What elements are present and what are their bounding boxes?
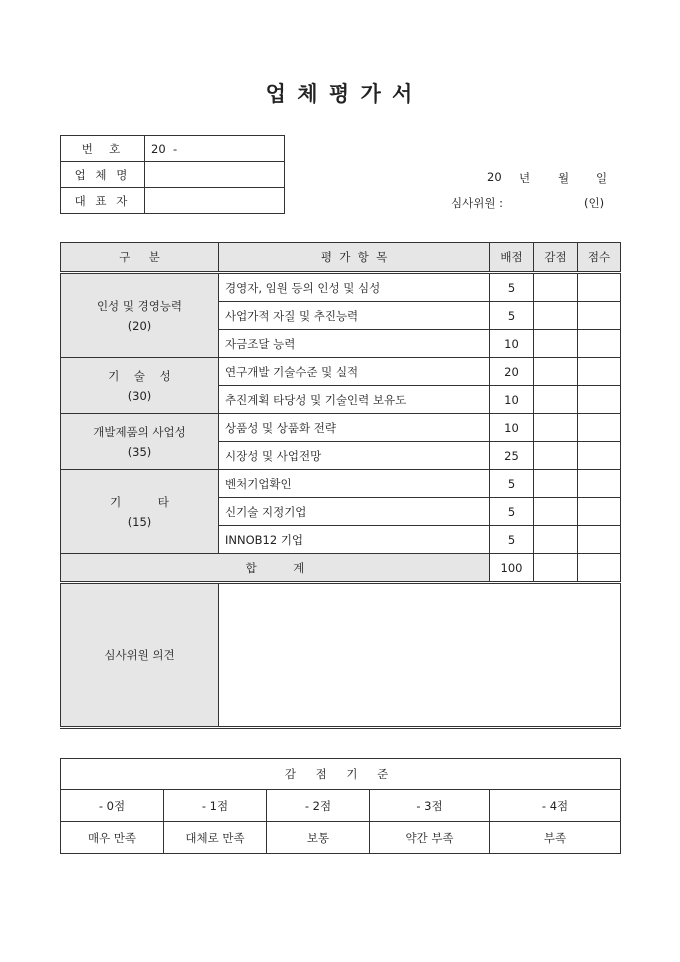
score-cell[interactable]	[578, 330, 621, 358]
deduction-cell[interactable]	[534, 498, 578, 526]
category-cell	[61, 358, 219, 414]
item-weight: 5	[490, 498, 534, 526]
header-deduction: 감점	[534, 243, 578, 273]
score-cell[interactable]	[578, 470, 621, 498]
criteria-desc: 매우 만족	[61, 822, 164, 854]
item-label: 연구개발 기술수준 및 실적	[219, 358, 490, 386]
item-weight: 5	[490, 470, 534, 498]
category-points: (30)	[127, 388, 152, 403]
category-points: (15)	[127, 514, 152, 529]
score-cell[interactable]	[578, 358, 621, 386]
info-table	[60, 135, 285, 214]
date-year: 년	[519, 171, 531, 185]
total-score-cell[interactable]	[578, 554, 621, 583]
opinion-field[interactable]	[219, 583, 621, 728]
deduction-cell[interactable]	[534, 386, 578, 414]
date-year-prefix: 20	[487, 170, 502, 184]
score-cell[interactable]	[578, 414, 621, 442]
deduction-cell[interactable]	[534, 330, 578, 358]
item-label: 시장성 및 사업전망	[219, 442, 490, 470]
total-weight: 100	[490, 554, 534, 583]
item-weight: 5	[490, 273, 534, 302]
ceo-field[interactable]	[145, 188, 285, 214]
score-cell[interactable]	[578, 498, 621, 526]
category-name: 인성 및 경영능력	[96, 298, 183, 313]
item-weight: 10	[490, 330, 534, 358]
deduction-cell[interactable]	[534, 442, 578, 470]
score-cell[interactable]	[578, 273, 621, 302]
criteria-deduct: - 0점	[61, 790, 164, 822]
total-deduction-cell[interactable]	[534, 554, 578, 583]
category-name: 기 술 성	[108, 368, 171, 383]
company-field[interactable]	[145, 162, 285, 188]
item-label: 추진계획 타당성 및 기술인력 보유도	[219, 386, 490, 414]
company-label: 업 체 명	[61, 162, 145, 188]
category-points: (35)	[127, 444, 152, 459]
category-cell	[61, 273, 219, 358]
number-field[interactable]: 20 -	[145, 136, 285, 162]
item-weight: 10	[490, 414, 534, 442]
criteria-desc: 대체로 만족	[164, 822, 267, 854]
item-label: 자금조달 능력	[219, 330, 490, 358]
deduction-cell[interactable]	[534, 414, 578, 442]
evaluation-table	[60, 242, 621, 729]
deduction-cell[interactable]	[534, 470, 578, 498]
opinion-label: 심사위원 의견	[61, 583, 219, 728]
category-name: 개발제품의 사업성	[93, 424, 186, 439]
header-item: 평 가 항 목	[219, 243, 490, 273]
criteria-deduct: - 4점	[490, 790, 621, 822]
criteria-deduct: - 2점	[267, 790, 370, 822]
header-category: 구 분	[61, 243, 219, 273]
date-day: 일	[596, 171, 608, 185]
criteria-deduct: - 1점	[164, 790, 267, 822]
category-cell	[61, 414, 219, 470]
category-name: 기 타	[110, 494, 169, 509]
criteria-desc: 부족	[490, 822, 621, 854]
header-weight: 배점	[490, 243, 534, 273]
category-cell	[61, 470, 219, 554]
criteria-title: 감 점 기 준	[61, 759, 621, 790]
reviewer-label: 심사위원 :	[451, 196, 503, 210]
criteria-deduct: - 3점	[370, 790, 490, 822]
ceo-label: 대 표 자	[61, 188, 145, 214]
item-label: 경영자, 임원 등의 인성 및 심성	[219, 273, 490, 302]
deduction-cell[interactable]	[534, 302, 578, 330]
item-label: 사업가적 자질 및 추진능력	[219, 302, 490, 330]
criteria-desc: 보통	[267, 822, 370, 854]
item-label: 상품성 및 상품화 전략	[219, 414, 490, 442]
category-points: (20)	[127, 318, 152, 333]
item-label: INNOB12 기업	[219, 526, 490, 554]
item-weight: 20	[490, 358, 534, 386]
reviewer-seal: (인)	[584, 196, 605, 210]
item-weight: 5	[490, 526, 534, 554]
deduction-cell[interactable]	[534, 273, 578, 302]
deduction-cell[interactable]	[534, 526, 578, 554]
score-cell[interactable]	[578, 442, 621, 470]
total-label: 합 계	[61, 554, 490, 583]
header-score: 점수	[578, 243, 621, 273]
score-cell[interactable]	[578, 302, 621, 330]
score-cell[interactable]	[578, 386, 621, 414]
item-weight: 5	[490, 302, 534, 330]
item-weight: 25	[490, 442, 534, 470]
score-cell[interactable]	[578, 526, 621, 554]
criteria-desc: 약간 부족	[370, 822, 490, 854]
item-weight: 10	[490, 386, 534, 414]
item-label: 신기술 지정기업	[219, 498, 490, 526]
date-month: 월	[558, 171, 570, 185]
item-label: 벤처기업확인	[219, 470, 490, 498]
deduction-criteria-table	[60, 758, 621, 854]
deduction-cell[interactable]	[534, 358, 578, 386]
page-title: 업 체 평 가 서	[265, 81, 415, 106]
number-label: 번 호	[61, 136, 145, 162]
